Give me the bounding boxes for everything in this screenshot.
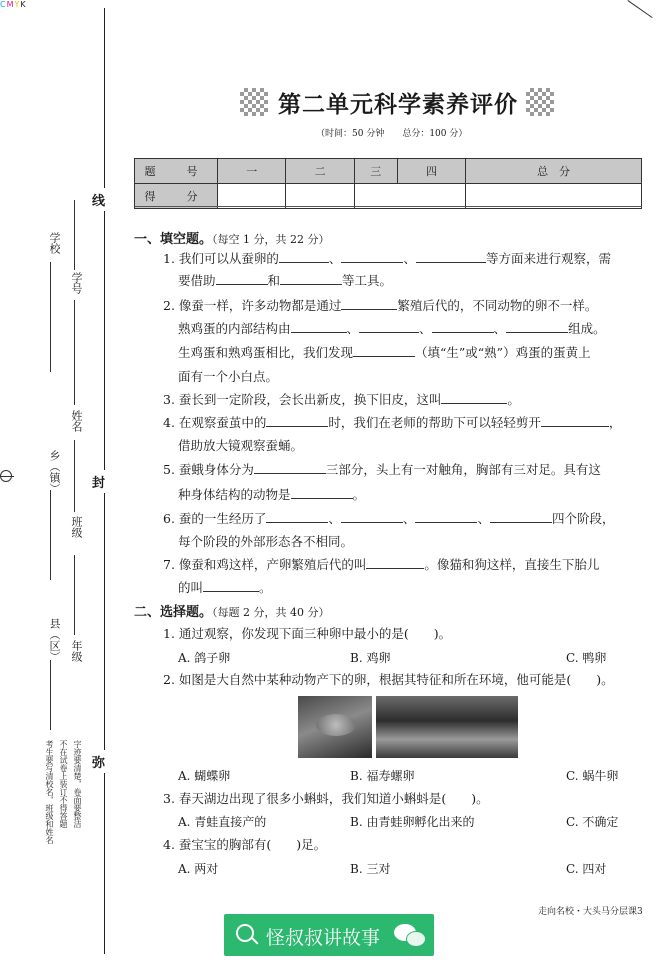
exam-subtitle: （时间：50 分钟 总分：100 分） bbox=[316, 129, 468, 139]
divider bbox=[134, 206, 642, 207]
cmyk-print-mark: CMYK bbox=[0, 0, 27, 9]
score-cell[interactable] bbox=[466, 184, 642, 209]
question-line: 4. 在观察蚕茧中的 时，我们在老师的帮助下可以轻轻剪开 ， bbox=[163, 412, 621, 434]
notice-line-2: 不在试卷上装订不得答题 bbox=[59, 740, 68, 828]
register-mark-line bbox=[0, 476, 14, 477]
question-line: 2. 像蚕一样，许多动物都是通过 繁殖后代的，不同动物的卵不一样。 bbox=[163, 295, 597, 317]
field-class-label: 班级 bbox=[70, 516, 83, 538]
answer-blank[interactable] bbox=[266, 412, 328, 427]
field-school-label: 学校 bbox=[48, 232, 61, 254]
answer-blank[interactable] bbox=[291, 484, 353, 499]
question-line: 的叫 。 bbox=[178, 577, 272, 599]
question-line: 1. 我们可以从蚕卵的 、 、 等方面来进行观察，需 bbox=[163, 248, 611, 270]
choice-question-stem: 4. 蚕宝宝的胸部有( )足。 bbox=[163, 837, 327, 852]
answer-blank[interactable] bbox=[416, 248, 486, 263]
notice-line-1: 考生要写清校名，班级和姓名 bbox=[45, 740, 54, 844]
seal-seal-char: 封 bbox=[92, 470, 105, 493]
field-class-blank[interactable] bbox=[74, 440, 75, 512]
choice-option[interactable]: B. 福寿螺卵 bbox=[350, 769, 415, 783]
answer-blank[interactable] bbox=[291, 318, 347, 333]
field-name-label: 姓名 bbox=[70, 410, 83, 432]
question-line: 6. 蚕的一生经历了 、 、 、 四个阶段， bbox=[163, 508, 614, 530]
field-county-blank[interactable] bbox=[50, 660, 51, 730]
choice-option[interactable]: C. 不确定 bbox=[566, 815, 619, 829]
answer-blank[interactable] bbox=[432, 318, 494, 333]
score-cell[interactable] bbox=[286, 184, 354, 209]
crop-mark bbox=[627, 0, 652, 18]
answer-blank[interactable] bbox=[203, 577, 259, 592]
answer-blank[interactable] bbox=[359, 318, 419, 333]
question-line: 3. 蚕长到一定阶段，会长出新皮，换下旧皮，这叫 。 bbox=[163, 389, 520, 411]
answer-blank[interactable] bbox=[279, 248, 329, 263]
answer-blank[interactable] bbox=[254, 459, 326, 474]
question-line: 生鸡蛋和熟鸡蛋相比，我们发现 （填“生”或“熟”）鸡蛋的蛋黄上 bbox=[178, 342, 591, 364]
choice-option[interactable]: C. 鸭卵 bbox=[566, 651, 607, 665]
choice-option[interactable]: C. 蜗牛卵 bbox=[566, 769, 619, 783]
question-line: 7. 像蚕和鸡这样，产卵繁殖后代的叫 。像猫和狗这样，直接生下胎儿 bbox=[163, 554, 599, 576]
seal-close-char: 弥 bbox=[92, 750, 105, 773]
choice-option[interactable]: B. 三对 bbox=[350, 862, 391, 876]
choice-question-stem: 1. 通过观察，你发现下面三种卵中最小的是( )。 bbox=[163, 626, 452, 641]
field-name-blank[interactable] bbox=[74, 300, 75, 405]
score-header-cell: 一 bbox=[218, 159, 286, 184]
score-header-label: 题 号 bbox=[135, 159, 218, 184]
answer-blank[interactable] bbox=[216, 270, 268, 285]
score-row-label: 得 分 bbox=[135, 184, 218, 209]
score-header-cell: 二 bbox=[286, 159, 354, 184]
answer-blank[interactable] bbox=[441, 389, 507, 404]
question-line: 借助放大镜观察蚕蛹。 bbox=[178, 438, 304, 453]
score-cell[interactable] bbox=[218, 184, 286, 209]
watermark-text: 怪叔叔讲故事 bbox=[266, 927, 381, 949]
answer-blank[interactable] bbox=[266, 508, 328, 523]
field-county-label: 县（区） bbox=[48, 618, 61, 662]
question-line: 每个阶段的外部形态各不相同。 bbox=[178, 534, 354, 549]
score-table bbox=[134, 158, 642, 209]
answer-blank[interactable] bbox=[490, 508, 552, 523]
field-school-blank[interactable] bbox=[50, 262, 51, 372]
choice-option[interactable]: A. 两对 bbox=[178, 862, 219, 876]
answer-blank[interactable] bbox=[341, 508, 403, 523]
choice-option[interactable]: B. 鸡卵 bbox=[350, 651, 391, 665]
section1-heading: 一、填空题。（每空 1 分，共 22 分） bbox=[134, 232, 330, 247]
field-grade-label: 年级 bbox=[70, 640, 83, 662]
series-footer: 走向名校・大头马分层课3 bbox=[538, 907, 643, 917]
search-icon bbox=[236, 924, 254, 942]
section2-heading: 二、选择题。（每题 2 分，共 40 分） bbox=[134, 605, 330, 620]
answer-blank[interactable] bbox=[353, 342, 415, 357]
choice-option[interactable]: A. 鸽子卵 bbox=[178, 651, 231, 665]
score-cell[interactable] bbox=[354, 184, 465, 209]
choice-option[interactable]: A. 蝴蝶卵 bbox=[178, 769, 231, 783]
field-number-blank[interactable] bbox=[74, 200, 75, 270]
choice-question-stem: 2. 如图是大自然中某种动物产下的卵，根据其特征和所在环境，他可能是( )。 bbox=[163, 672, 614, 687]
answer-blank[interactable] bbox=[366, 554, 424, 569]
egg-on-wall-photo bbox=[376, 696, 518, 758]
seal-line-char: 线 bbox=[92, 188, 105, 211]
page-title: 第二单元科学素养评价 bbox=[278, 92, 518, 118]
choice-option[interactable]: B. 由青蛙卵孵化出来的 bbox=[350, 815, 475, 829]
wechat-icon-bubble bbox=[406, 931, 426, 947]
field-town-label: 乡（镇） bbox=[48, 450, 61, 494]
field-grade-blank[interactable] bbox=[74, 555, 75, 635]
title-checker-left bbox=[240, 88, 268, 116]
answer-blank[interactable] bbox=[341, 295, 397, 310]
notice-line-3: 字迹要清楚，卷面要整洁 bbox=[73, 740, 82, 828]
question-line: 5. 蚕蛾身体分为 三部分，头上有一对触角，胸部有三对足。具有这 bbox=[163, 459, 601, 481]
score-header-cell: 四 bbox=[397, 159, 465, 184]
score-header-cell: 总 分 bbox=[466, 159, 642, 184]
answer-blank[interactable] bbox=[341, 248, 403, 263]
question-line: 面有一个小白点。 bbox=[178, 369, 279, 384]
egg-mass-photo bbox=[298, 696, 372, 758]
score-header-cell: 三 bbox=[354, 159, 397, 184]
question-line: 要借助 和 等工具。 bbox=[178, 270, 392, 292]
choice-option[interactable]: C. 四对 bbox=[566, 862, 607, 876]
answer-blank[interactable] bbox=[541, 412, 609, 427]
field-town-blank[interactable] bbox=[50, 490, 51, 580]
title-checker-right bbox=[526, 88, 554, 116]
choice-question-stem: 3. 春天湖边出现了很多小蝌蚪，我们知道小蝌蚪是( )。 bbox=[163, 791, 489, 806]
question-line: 种身体结构的动物是 。 bbox=[178, 484, 365, 506]
question-line: 熟鸡蛋的内部结构由 、 、 、 组成。 bbox=[178, 318, 606, 340]
answer-blank[interactable] bbox=[415, 508, 477, 523]
choice-option[interactable]: A. 青蛙直接产的 bbox=[178, 815, 267, 829]
field-number-label: 学号 bbox=[70, 272, 83, 294]
answer-blank[interactable] bbox=[506, 318, 568, 333]
score-table-header bbox=[135, 159, 642, 184]
watermark-banner bbox=[224, 914, 434, 956]
answer-blank[interactable] bbox=[280, 270, 342, 285]
score-table-row bbox=[135, 184, 642, 209]
